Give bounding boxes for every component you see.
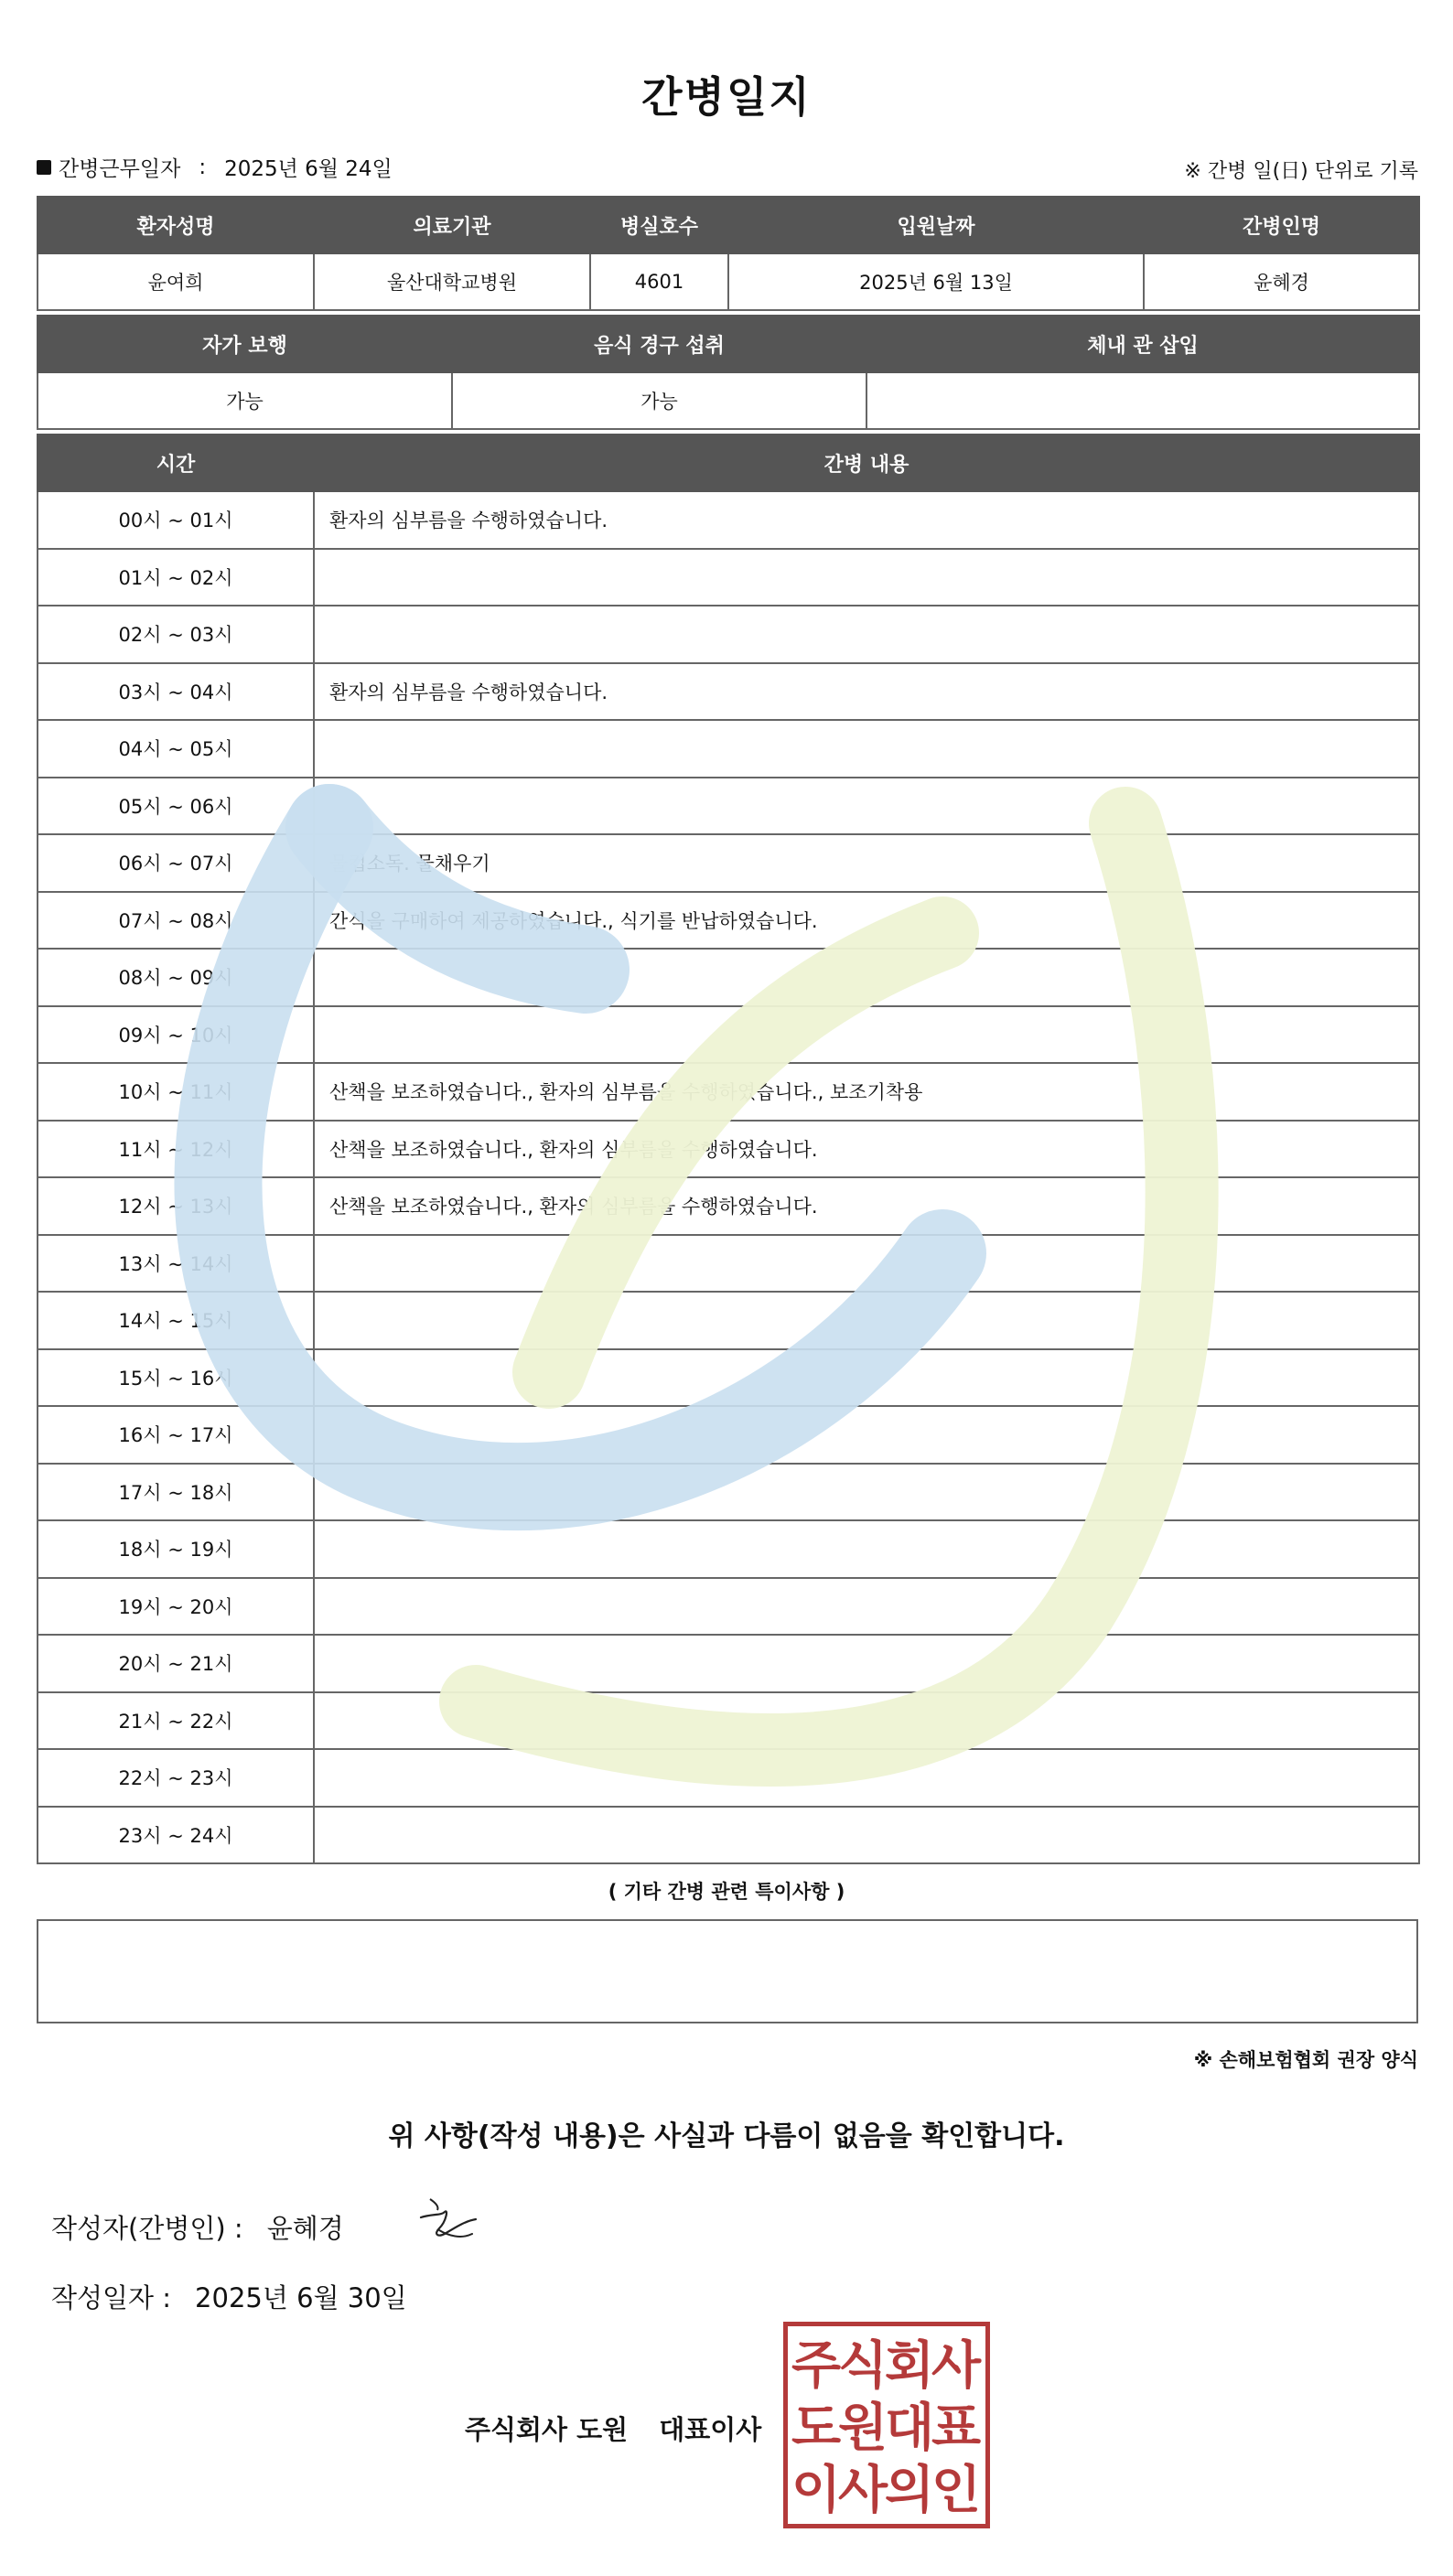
table-row <box>38 1635 1419 1692</box>
time-slot: 12시 ~ 13시 <box>38 1177 314 1235</box>
header-admission-date: 입원날짜 <box>728 197 1144 253</box>
table-row <box>38 1692 1419 1750</box>
care-content <box>314 606 1419 663</box>
time-slot: 18시 ~ 19시 <box>38 1520 314 1578</box>
table-row <box>38 1235 1419 1293</box>
header-tube: 체내 관 삽입 <box>866 316 1419 372</box>
time-slot: 15시 ~ 16시 <box>38 1349 314 1407</box>
company-seal-stamp <box>783 2322 990 2528</box>
table-row <box>38 1063 1419 1121</box>
tube-status <box>866 372 1419 429</box>
table-row <box>38 892 1419 950</box>
time-slot: 17시 ~ 18시 <box>38 1464 314 1521</box>
writer-name: 윤혜경 <box>266 2213 344 2244</box>
care-content: 환자의 심부름을 수행하였습니다. <box>314 491 1419 549</box>
time-slot: 10시 ~ 11시 <box>38 1063 314 1121</box>
table-row <box>38 1578 1419 1636</box>
care-content <box>314 1006 1419 1064</box>
svg-text:사: 사 <box>837 2461 888 2520</box>
header-time: 시간 <box>38 435 314 491</box>
table-row <box>38 549 1419 606</box>
time-slot: 21시 ~ 22시 <box>38 1692 314 1750</box>
time-slot: 19시 ~ 20시 <box>38 1578 314 1636</box>
time-slot: 01시 ~ 02시 <box>38 549 314 606</box>
care-content: 물컵소독. 물채우기 <box>314 834 1419 892</box>
table-row <box>38 1121 1419 1178</box>
svg-text:이: 이 <box>791 2461 842 2520</box>
care-content <box>314 1520 1419 1578</box>
svg-text:회: 회 <box>884 2336 935 2396</box>
table-row <box>38 1464 1419 1521</box>
confirmation-statement: 위 사항(작성 내용)은 사실과 다름이 없음을 확인합니다. <box>388 2120 1065 2152</box>
svg-text:사: 사 <box>931 2336 982 2396</box>
writer-label: 작성자(간병인) : <box>51 2213 243 2244</box>
time-slot: 02시 ~ 03시 <box>38 606 314 663</box>
table-row <box>38 778 1419 835</box>
care-content: 간식을 구매하여 제공하였습니다., 식기를 반납하였습니다. <box>314 892 1419 950</box>
table-row <box>38 1520 1419 1578</box>
notes-title: ( 기타 간병 관련 특이사항 ) <box>608 1881 845 1903</box>
svg-text:대: 대 <box>884 2399 935 2458</box>
svg-text:식: 식 <box>837 2336 888 2396</box>
header-care-content: 간병 내용 <box>314 435 1419 491</box>
time-slot: 04시 ~ 05시 <box>38 720 314 778</box>
table-row <box>38 834 1419 892</box>
walking-status: 가능 <box>38 372 452 429</box>
care-content <box>314 1349 1419 1407</box>
svg-text:도: 도 <box>791 2399 842 2458</box>
time-slot: 23시 ~ 24시 <box>38 1807 314 1864</box>
time-slot: 08시 ~ 09시 <box>38 949 314 1006</box>
table-row <box>38 491 1419 549</box>
table-row <box>38 949 1419 1006</box>
bullet-icon <box>37 160 51 175</box>
patient-info-table <box>37 196 1420 311</box>
care-content <box>314 1406 1419 1464</box>
time-slot: 07시 ~ 08시 <box>38 892 314 950</box>
work-date-line <box>37 152 1418 183</box>
table-row <box>38 720 1419 778</box>
oral-intake-status: 가능 <box>452 372 866 429</box>
written-date-value: 2025년 6월 30일 <box>195 2282 407 2313</box>
table-row <box>38 1177 1419 1235</box>
table-row <box>38 1406 1419 1464</box>
care-content: 환자의 심부름을 수행하였습니다. <box>314 663 1419 721</box>
care-content <box>314 1749 1419 1807</box>
care-content <box>314 549 1419 606</box>
time-slot: 00시 ~ 01시 <box>38 491 314 549</box>
header-room: 병실호수 <box>590 197 728 253</box>
table-row <box>38 1292 1419 1349</box>
form-source-note: ※ 손해보험협회 권장 양식 <box>1193 2049 1418 2071</box>
caregiver-name: 윤혜경 <box>1144 253 1419 310</box>
time-slot: 14시 ~ 15시 <box>38 1292 314 1349</box>
svg-text:원: 원 <box>837 2399 888 2458</box>
header-caregiver: 간병인명 <box>1144 197 1419 253</box>
work-date-label: 간병근무일자 <box>59 157 181 181</box>
time-slot: 13시 ~ 14시 <box>38 1235 314 1293</box>
care-content <box>314 1578 1419 1636</box>
care-content: 산책을 보조하였습니다., 환자의 심부름을 수행하였습니다. <box>314 1177 1419 1235</box>
time-slot: 22시 ~ 23시 <box>38 1749 314 1807</box>
page-title: 간병일지 <box>641 72 812 122</box>
unit-note: ※ 간병 일(日) 단위로 기록 <box>1184 160 1418 183</box>
table-row <box>38 663 1419 721</box>
svg-text:주: 주 <box>791 2336 842 2396</box>
notes-box <box>37 1919 1418 2023</box>
work-date-value: 2025년 6월 24일 <box>224 157 393 181</box>
table-row <box>38 1006 1419 1064</box>
table-row <box>38 1749 1419 1807</box>
svg-text:의: 의 <box>884 2461 935 2520</box>
svg-text:표: 표 <box>931 2399 982 2458</box>
writer-row <box>51 2208 344 2246</box>
company-title: 대표이사 <box>659 2414 762 2445</box>
work-date-separator: : <box>199 155 207 179</box>
handwritten-signature <box>412 2194 485 2250</box>
care-content: 산책을 보조하였습니다., 환자의 심부름을 수행하였습니다., 보조기착용 <box>314 1063 1419 1121</box>
svg-text:인: 인 <box>931 2461 982 2520</box>
care-log-table <box>37 434 1420 1864</box>
care-content <box>314 1292 1419 1349</box>
table-row <box>38 1807 1419 1864</box>
patient-name: 윤여희 <box>38 253 314 310</box>
time-slot: 06시 ~ 07시 <box>38 834 314 892</box>
care-content <box>314 720 1419 778</box>
care-content: 산책을 보조하였습니다., 환자의 심부름을 수행하였습니다. <box>314 1121 1419 1178</box>
company-signature <box>465 2410 761 2447</box>
header-hospital: 의료기관 <box>314 197 590 253</box>
room-number: 4601 <box>590 253 728 310</box>
care-content <box>314 1464 1419 1521</box>
care-content <box>314 778 1419 835</box>
time-slot: 03시 ~ 04시 <box>38 663 314 721</box>
patient-status-table <box>37 315 1420 430</box>
written-date-row <box>51 2278 407 2315</box>
seal-glyphs <box>788 2326 985 2524</box>
admission-date: 2025년 6월 13일 <box>728 253 1144 310</box>
header-walking: 자가 보행 <box>38 316 452 372</box>
care-content <box>314 949 1419 1006</box>
care-content <box>314 1235 1419 1293</box>
time-slot: 05시 ~ 06시 <box>38 778 314 835</box>
care-content <box>314 1635 1419 1692</box>
header-oral-intake: 음식 경구 섭취 <box>452 316 866 372</box>
care-content <box>314 1692 1419 1750</box>
written-date-label: 작성일자 : <box>51 2282 172 2313</box>
company-name: 주식회사 도원 <box>465 2414 629 2445</box>
care-content <box>314 1807 1419 1864</box>
time-slot: 20시 ~ 21시 <box>38 1635 314 1692</box>
hospital-name: 울산대학교병원 <box>314 253 590 310</box>
time-slot: 16시 ~ 17시 <box>38 1406 314 1464</box>
time-slot: 09시 ~ 10시 <box>38 1006 314 1064</box>
table-row <box>38 1349 1419 1407</box>
table-row <box>38 606 1419 663</box>
time-slot: 11시 ~ 12시 <box>38 1121 314 1178</box>
header-patient-name: 환자성명 <box>38 197 314 253</box>
